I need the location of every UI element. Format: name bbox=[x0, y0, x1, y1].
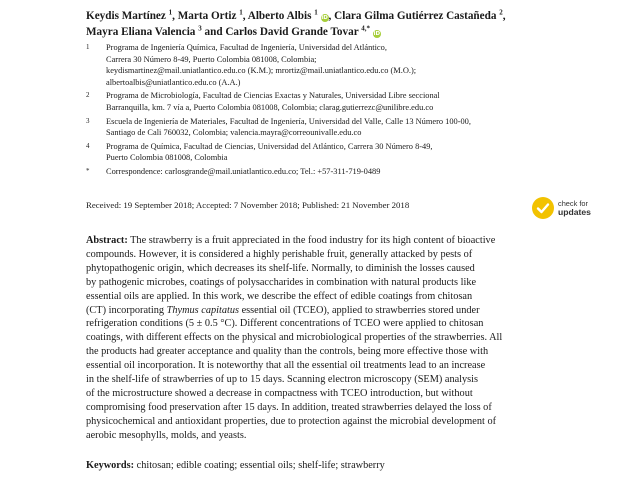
abstract-line-text: the products had greater acceptance and quality than the controls, being more effective those with bbox=[86, 346, 489, 358]
abstract-line-text: of the microstructure showed a decrease in compactness with TCEO introduction, but without bbox=[86, 387, 473, 399]
abstract-line bbox=[86, 234, 626, 248]
abstract-line-text: essential oils are applied. In this work, we describe the effect of edible coatings from chitosan bbox=[86, 290, 473, 302]
abstract-line bbox=[86, 262, 626, 276]
author-affiliation-mark: 2 bbox=[499, 8, 503, 17]
author-separator: , bbox=[328, 10, 332, 22]
author-separator: , bbox=[172, 10, 175, 22]
author-list bbox=[86, 8, 616, 40]
abstract-line-text: aerobic mesophylls, molds, and yeasts. bbox=[86, 429, 247, 441]
affiliation-item bbox=[86, 116, 626, 139]
author-affiliation-mark: 1 bbox=[239, 8, 243, 17]
abstract-label: Abstract: bbox=[86, 235, 128, 246]
abstract-line-text: The strawberry is a fruit appreciated in the food industry for its high content of bioactive bbox=[127, 235, 496, 246]
author-affiliation-mark: 1 bbox=[168, 8, 173, 17]
abstract-line bbox=[86, 304, 626, 318]
abstract-line-text: in the shelf-life of strawberries of up to 15 days. Scanning electron microscopy (SEM) analysis bbox=[86, 374, 479, 386]
affiliation-line: Puerto Colombia 081008, Colombia bbox=[106, 153, 228, 163]
abstract-line-text: (CT) incorporating Thymus capitatus essential oil (TCEO), applied to strawberries stored under bbox=[86, 304, 480, 316]
species-name: Thymus capitatus bbox=[166, 304, 240, 316]
keywords-text: chitosan; edible coating; essential oils; shelf-life; strawberry bbox=[134, 460, 385, 471]
affiliation-line: Santiago de Cali 760032, Colombia; valencia.mayra@correounivalle.edu.co bbox=[106, 128, 362, 138]
keywords bbox=[86, 460, 385, 471]
affiliations bbox=[86, 42, 626, 180]
author-name: Mayra Eliana Valencia bbox=[86, 26, 196, 38]
affiliation-line: Correspondence: carlosgrande@mail.uniatlantico.edu.co; Tel.: +57-311-719-0489 bbox=[106, 166, 381, 176]
orcid-icon[interactable]: iD bbox=[373, 31, 381, 37]
affiliation-line: Barranquilla, km. 7 vía a, Puerto Colombia 081008, Colombia; clarag.gutierrezc@unilibre.edu.co bbox=[106, 102, 434, 112]
affiliation-line: keydismartinez@mail.uniatlantico.edu.co (K.M.); mrortiz@mail.uniatlantico.edu.co (M.O.); bbox=[106, 66, 417, 76]
affiliation-line: Programa de Microbiología, Facultad de Ciencias Exactas y Naturales, Universidad Libre seccional bbox=[106, 91, 440, 101]
orcid-icon[interactable]: iD bbox=[321, 15, 328, 21]
abstract-line bbox=[86, 345, 626, 359]
abstract-line bbox=[86, 373, 626, 387]
keywords-label: Keywords: bbox=[86, 460, 135, 471]
affiliation-number: 3 bbox=[86, 116, 90, 125]
affiliation-item bbox=[86, 90, 626, 113]
abstract-line bbox=[86, 331, 626, 345]
affiliation-number: 1 bbox=[86, 43, 90, 51]
abstract-line bbox=[86, 387, 626, 401]
badge-line-2: updates bbox=[558, 207, 591, 217]
abstract-line-text: essential oil incorporation. It is noteworthy that all the essential oil treatments lead to an increase bbox=[86, 360, 486, 372]
abstract-line bbox=[86, 276, 626, 290]
abstract-line bbox=[86, 359, 626, 373]
affiliation-line: Carrera 30 Número 8-49, Puerto Colombia 081008, Colombia; bbox=[106, 54, 317, 64]
abstract-line bbox=[86, 248, 626, 262]
affiliation-line: albertoalbis@uniatlantico.edu.co (A.A.) bbox=[106, 77, 241, 87]
author-name: Marta Ortiz bbox=[177, 10, 237, 22]
author-line-1 bbox=[86, 8, 616, 24]
author-name: Clara Gilma Gutiérrez Castañeda bbox=[334, 10, 497, 22]
affiliation-line: Programa de Química, Facultad de Ciencias, Universidad del Atlántico, Carrera 30 Número 8-49, bbox=[106, 141, 433, 151]
affiliation-line: Escuela de Ingeniería de Materiales, Facultad de Ingeniería, Universidad del Valle, Calle 13 Número 100-00, bbox=[106, 116, 471, 126]
author-affiliation-mark: 1 bbox=[314, 8, 318, 17]
abstract-line bbox=[86, 401, 626, 415]
abstract-line-text: refrigeration conditions (5 ± 0.5 °C). Different concentrations of TCEO were applied to chitosan bbox=[86, 318, 484, 330]
abstract-line bbox=[86, 429, 626, 443]
check-icon bbox=[532, 197, 554, 219]
affiliation-number: * bbox=[86, 166, 90, 175]
abstract bbox=[86, 234, 626, 443]
affiliation-line: Programa de Ingeniería Química, Facultad de Ingeniería, Universidad del Atlántico, bbox=[106, 43, 387, 52]
author-affiliation-mark: 4,* bbox=[361, 24, 371, 33]
abstract-line-text: compromising food preservation after 15 days. In addition, treated strawberries delayed the loss of bbox=[86, 401, 492, 413]
abstract-line bbox=[86, 317, 626, 331]
abstract-line-text: phytopathogenic origin, which decreases its shelf-life. Normally, to diminish the losses caused bbox=[86, 262, 475, 274]
affiliation-number: 4 bbox=[86, 141, 90, 150]
abstract-line bbox=[86, 415, 626, 429]
author-separator: , bbox=[502, 10, 506, 22]
publication-dates: Received: 19 September 2018; Accepted: 7 November 2018; Published: 21 November 2018 bbox=[86, 200, 410, 210]
author-name: Carlos David Grande Tovar bbox=[225, 26, 359, 38]
author-separator: and bbox=[201, 26, 223, 38]
affiliation-number: 2 bbox=[86, 91, 90, 100]
affiliation-item bbox=[86, 42, 626, 88]
author-separator: , bbox=[242, 10, 246, 22]
check-for-updates-badge[interactable] bbox=[532, 197, 622, 221]
badge-text bbox=[558, 199, 591, 217]
author-line-2 bbox=[86, 24, 616, 40]
abstract-line-text: compounds. However, it is considered a highly perishable fruit, generally attacked by pests of bbox=[86, 248, 473, 260]
abstract-line-text: by pathogenic microbes, coatings of polysaccharides in combination with natural products like bbox=[86, 276, 477, 288]
affiliation-item bbox=[86, 166, 626, 178]
author-name: Alberto Albis bbox=[247, 10, 312, 22]
badge-line-1: check for bbox=[558, 199, 588, 208]
abstract-line-text: coatings, with different effects on the physical and microbiological properties of the strawberries. All bbox=[86, 332, 503, 344]
abstract-line-text: physicochemical and antioxidant properties, due to protection against the microbial development of bbox=[86, 415, 497, 427]
abstract-line bbox=[86, 290, 626, 304]
author-affiliation-mark: 3 bbox=[198, 24, 202, 33]
author-name: Keydis Martínez bbox=[86, 10, 166, 22]
affiliation-item bbox=[86, 141, 626, 164]
